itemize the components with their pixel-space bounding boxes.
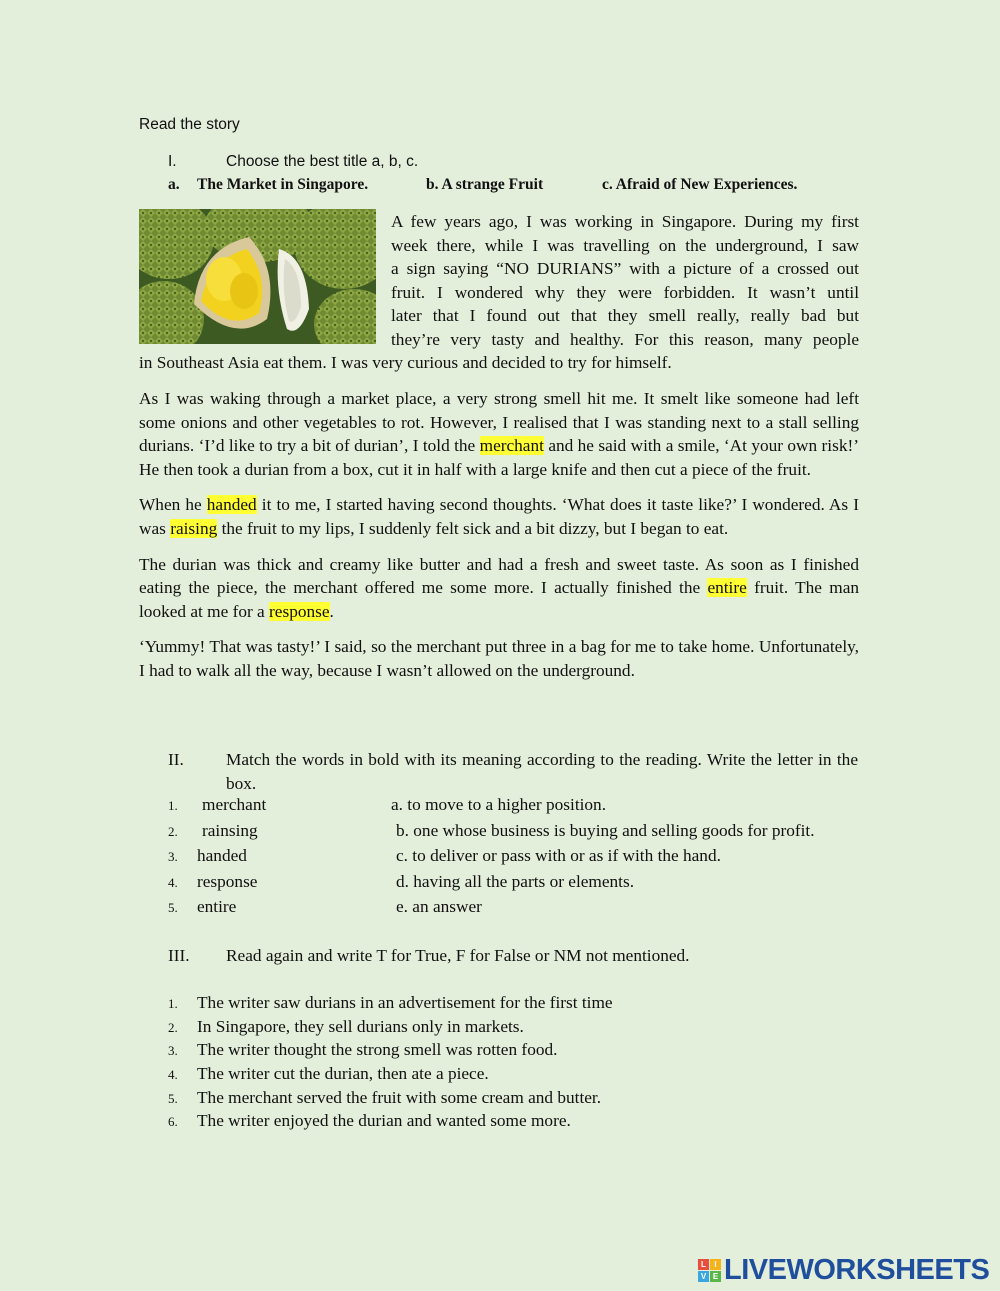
- story-paragraph-5: ‘Yummy! That was tasty!’ I said, so the merchant put three in a bag for me to take home. Unfortunately, I had to walk all the way, because I wasn’t allowed on the underground.: [139, 637, 859, 680]
- story-line: week there, while I was travelling on the underground, I saw: [391, 235, 859, 255]
- story-line: A few years ago, I was working in Singapore. During my first: [391, 212, 859, 231]
- story-line: a sign saying “NO DURIANS” with a picture of a crossed out: [391, 259, 859, 279]
- durian-illustration: [139, 209, 376, 344]
- logo-mark-icon: L I V E: [698, 1259, 721, 1282]
- match-word: entire: [197, 897, 237, 916]
- match-definition: e. an answer: [396, 897, 482, 916]
- question-2-prompt: [168, 748, 859, 795]
- highlight-entire: entire: [707, 578, 747, 598]
- question-1-prompt: [168, 153, 418, 171]
- worksheet-page: Read the story I. Choose the best title a, b, c. a. The Market in Singapore. b. A strange Fruit c. Afraid of New Experiences. A few years ago, I was working in Singapore. During my first week there, while I was travelling on the underground, I saw a sign saying “NO DURIANS” with a picture of a crossed out fruit. I wondered why they were forbidden. It wasn’t until later that I found out that they smell really, really bad but they’re very tasty and healthy. For this reason, many people in Southeast Asia eat them. I was very curious and decided to try for himself. As I was waking through a market place, a very strong smell hit me. It smelt like someone had left some onions and other vegetables to rot. However, I realised that I was standing next to a stall selling durians. ‘I’d like to try a bit of durian’, I told the merchant and he said with a smile, ‘At your own risk!’ He then took a durian from a box, cut it in half with a large knife and then cut a piece of the fruit. When he handed it to me, I started having second thoughts. ‘What does it taste like?’ I wondered. As I was raising the fruit to my lips, I suddenly felt sick and a bit dizzy, but I began to eat. The durian was thick and creamy like butter and had a fresh and sweet taste. As soon as I finished eating the piece, the merchant offered me some more. I actually finished the entire fruit. The man looked at me for a response. ‘Yummy! That was tasty!’ I said, so the merchant put three in a bag for me to take home. Unfortunately, I had to walk all the way, because I wasn’t allowed on the underground. II. Match the words in bold with its meaning according to the reading. Write the letter in the box. 1. merchant a. to move to a higher position. 2. rainsing b. one whose business is buying and selling goods for profit. 3. handed c. to deliver or pass with or as if with the hand. 4. response d. having all the parts or elements. 5. entire e. an answer III. Read again and write T for True, F for False or NM not mentioned. 1. The writer saw durians in an advertisement for the first time 2. In Singapore, they sell durians only in markets. 3. The writer thought the strong smell was rotten food. 4. The writer cut the durian, then ate a piece. 5. The merchant served the fruit with some cream and butter. 6. The writer enjoyed the durian and wanted some more. L I V E LIVEWORKSHEETS: [0, 0, 1000, 1291]
- match-word: response: [197, 871, 258, 891]
- match-definition: b. one whose business is buying and selling goods for profit.: [396, 820, 815, 840]
- story-line: they’re very tasty and healthy. For this reason, many people: [391, 329, 859, 349]
- match-word: merchant: [202, 795, 267, 814]
- story-body: [139, 387, 859, 695]
- highlight-handed: handed: [206, 495, 257, 515]
- story-paragraph-1-tail: in Southeast Asia eat them. I was very curious and decided to try for himself.: [139, 353, 672, 372]
- question-3-text: Read again and write T for True, F for False or NM not mentioned.: [226, 946, 690, 965]
- story-paragraph-2: As I was waking through a market place, a very strong smell hit me. It smelt like someone had left some onions and other vegetables to rot. However, I realised that I was standing next to a stall selling durians. ‘I’d like to try a bit of durian’, I told the merchant and he said with a smile, ‘At your own risk!’ He then took a durian from a box, cut it in half with a large knife and then cut a piece of the fruit.: [139, 389, 859, 479]
- durian-photo: [139, 209, 376, 344]
- intro-text: Read the story: [139, 116, 240, 133]
- liveworksheets-logo[interactable]: [698, 1254, 989, 1286]
- logo-text: LIVEWORKSHEETS: [724, 1253, 990, 1286]
- question-3-prompt: [168, 946, 690, 966]
- question-1-number: I.: [168, 153, 177, 170]
- title-options: [168, 176, 797, 194]
- match-definition: c. to deliver or pass with or as if with the hand.: [396, 846, 721, 865]
- story-line: later that I found out that they smell really, really bad but: [391, 306, 859, 326]
- story-paragraph-4: The durian was thick and creamy like butter and had a fresh and sweet taste. As soon as I finished eating the piece, the merchant offered me some more. I actually finished the entire fruit. The man looked at me for a response.: [139, 554, 860, 621]
- highlight-merchant: merchant: [479, 436, 544, 456]
- story-line: fruit. I wondered why they were forbidden. It wasn’t until: [391, 282, 859, 302]
- title-option-b[interactable]: b. A strange Fruit: [426, 176, 544, 193]
- question-2-text: Match the words in bold with its meaning according to the reading. Write the letter in the box.: [226, 750, 858, 793]
- question-1-text: Choose the best title a, b, c.: [226, 153, 419, 170]
- highlight-response: response: [269, 601, 330, 621]
- title-option-c[interactable]: c. Afraid of New Experiences.: [602, 176, 798, 193]
- question-3-number: III.: [168, 946, 190, 965]
- match-word: rainsing: [202, 820, 258, 840]
- story-paragraph-3: When he handed it to me, I started having second thoughts. ‘What does it taste like?’ I wondered. As I was raising the fruit to my lips, I suddenly felt sick and a bit dizzy, but I began to eat.: [139, 495, 859, 538]
- highlight-raising: raising: [170, 518, 218, 538]
- match-word: handed: [197, 846, 247, 865]
- title-option-a[interactable]: a. The Market in Singapore.: [168, 176, 369, 193]
- match-definition: a. to move to a higher position.: [391, 795, 607, 814]
- match-definition: d. having all the parts or elements.: [396, 871, 635, 891]
- story-paragraph-1-wrap: [391, 210, 859, 352]
- question-2-number: II.: [168, 750, 184, 769]
